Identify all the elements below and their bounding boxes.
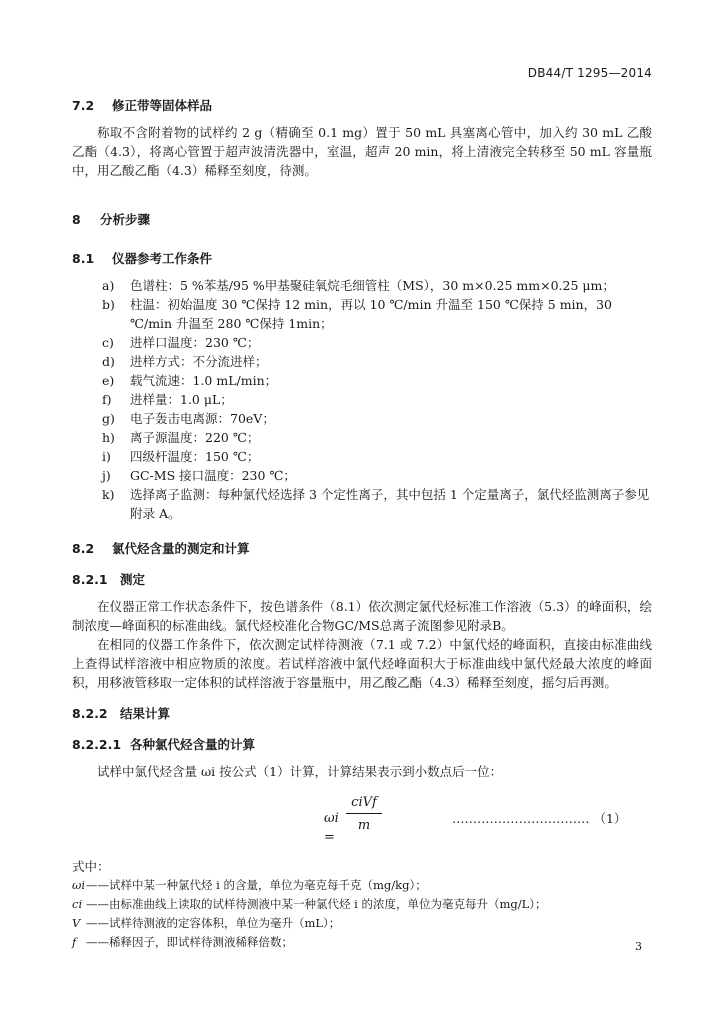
section-title: 氯代烃含量的测定和计算 bbox=[112, 541, 250, 556]
list-item: a) 色谱柱：5 %苯基/95 %甲基聚硅氧烷毛细管柱（MS），30 m×0.25 mm×0.25 μm； bbox=[102, 278, 615, 293]
page-number: 3 bbox=[635, 940, 642, 953]
list-item: i) 四级杆温度：150 ℃； bbox=[102, 449, 260, 464]
equation-number: （1） bbox=[593, 811, 627, 826]
section-title: 结果计算 bbox=[120, 706, 171, 721]
list-item: e) 载气流速：1.0 mL/min； bbox=[102, 373, 278, 388]
where-label: 式中： bbox=[72, 859, 110, 874]
section-number: 8.2.2.1 bbox=[72, 737, 122, 752]
section-title: 修正带等固体样品 bbox=[112, 98, 213, 113]
section-8-2-2-heading bbox=[72, 704, 652, 723]
leader-dots: …………………………… bbox=[452, 811, 590, 826]
list-item: f) 进样量：1.0 μL； bbox=[102, 392, 233, 407]
section-title: 分析步骤 bbox=[100, 212, 151, 227]
list-item: h) 离子源温度：220 ℃； bbox=[102, 430, 260, 445]
section-8-2-1-paragraph-1: 在仪器正常工作状态条件下，按色谱条件（8.1）依次测定氯代烃标准工作溶液（5.3）的峰面积，绘制浓度—峰面积的标准曲线。氯代烃校准化合物GC/MS总离子流图参见附录B。 bbox=[72, 599, 652, 633]
section-8-1-heading bbox=[72, 249, 652, 268]
formula-numerator: ciVf bbox=[346, 793, 382, 814]
section-8-heading bbox=[72, 210, 652, 229]
where-list bbox=[72, 876, 652, 952]
list-item: j) GC-MS 接口温度：230 ℃； bbox=[102, 468, 296, 483]
section-number: 8.1 bbox=[72, 251, 95, 266]
list-item: c) 进样口温度：230 ℃； bbox=[102, 335, 260, 350]
document-body bbox=[72, 96, 652, 952]
list-item: b) 柱温：初始温度 30 ℃保持 12 min，再以 10 ℃/min 升温至 150 ℃保持 5 min，30 ℃/min 升温至 280 ℃保持 1min； bbox=[102, 297, 613, 331]
section-title: 仪器参考工作条件 bbox=[112, 251, 213, 266]
section-8-2-1-heading bbox=[72, 570, 652, 589]
formula-fraction bbox=[346, 793, 382, 835]
section-number: 8 bbox=[72, 212, 81, 227]
section-8-2-2-1-heading bbox=[72, 735, 652, 754]
list-item: d) 进样方式：不分流进样； bbox=[102, 354, 268, 369]
formula-lhs: ωi = bbox=[324, 811, 339, 845]
formula-denominator: m bbox=[357, 818, 371, 833]
section-8-2-1-paragraph-2: 在相同的仪器工作条件下，依次测定试样待测液（7.1 或 7.2）中氯代烃的峰面积，直接由标准曲线上查得试样溶液中相应物质的浓度。若试样溶液中氯代烃峰面积大于标准曲线中氯代烃最大浓度的峰面积，用移液管移取一定体积的试样溶液于容量瓶中，用乙酸乙酯（4.3）稀释至刻度，摇匀后再测。 bbox=[72, 637, 652, 690]
where-item: ci —— 由标准曲线上读取的试样待测液中某一种氯代烃 i 的浓度，单位为毫克每升（mg/L）； bbox=[72, 897, 547, 911]
instrument-conditions-list bbox=[72, 276, 652, 523]
section-7-2-heading bbox=[72, 96, 652, 115]
section-title: 各种氯代烃含量的计算 bbox=[130, 737, 256, 752]
section-8-2-2-1-paragraph: 试样中氯代烃含量 ωi 按公式（1）计算，计算结果表示到小数点后一位： bbox=[97, 764, 503, 779]
section-number: 8.2 bbox=[72, 541, 95, 556]
list-item: g) 电子轰击电离源：70eV； bbox=[102, 411, 275, 426]
section-number: 7.2 bbox=[72, 98, 95, 113]
section-title: 测定 bbox=[120, 572, 146, 587]
section-number: 8.2.1 bbox=[72, 572, 108, 587]
list-item: k) 选择离子监测：每种氯代烃选择 3 个定性离子，其中包括 1 个定量离子，氯代烃监测离子参见附录 A。 bbox=[102, 487, 650, 521]
section-number: 8.2.2 bbox=[72, 706, 108, 721]
section-7-2-paragraph: 称取不含附着物的试样约 2 g（精确至 0.1 mg）置于 50 mL 具塞离心管中，加入约 30 mL 乙酸乙酯（4.3），将离心管置于超声波清洗器中，室温，超声 20 min，将上清液完全转移至 50 mL 容量瓶中，用乙酸乙酯（4.3）稀释至刻度，待测。 bbox=[72, 125, 652, 178]
standard-code: DB44/T 1295—2014 bbox=[527, 66, 652, 80]
formula-number bbox=[452, 809, 626, 828]
section-8-2-heading bbox=[72, 539, 652, 558]
where-item: ωi —— 试样中某一种氯代烃 i 的含量，单位为毫克每千克（mg/kg）； bbox=[72, 878, 427, 892]
where-item: f —— 稀释因子，即试样待测液稀释倍数； bbox=[72, 935, 293, 949]
formula-1 bbox=[72, 787, 652, 847]
where-item: V —— 试样待测液的定容体积，单位为毫升（mL）； bbox=[72, 916, 341, 930]
